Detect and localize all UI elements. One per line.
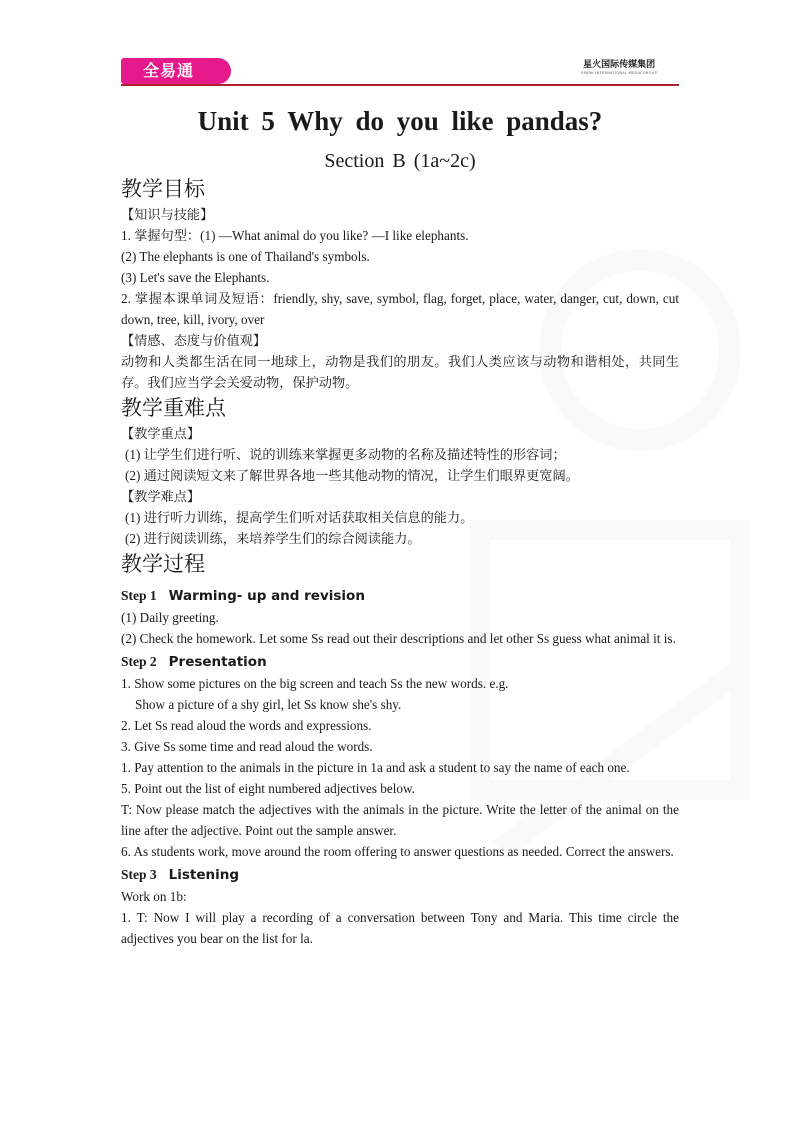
step-name: Listening xyxy=(168,867,240,883)
emotion-text: 动物和人类都生活在同一地球上，动物是我们的朋友。我们人类应该与动物和谐相处，共同生存。我们应当学会关爱动物，保护动物。 xyxy=(121,354,679,390)
section-heading-objectives: 教学目标 xyxy=(121,177,205,201)
logo-text: 全易通 xyxy=(143,61,195,80)
doc-subtitle: Section B (1a~2c) xyxy=(324,150,476,172)
page-header xyxy=(121,56,679,88)
difficulty-item: (1) 进行听力训练，提高学生们听对话获取相关信息的能力。 xyxy=(125,510,474,525)
step-line: Show a picture of a shy girl, let Ss know she's shy. xyxy=(135,697,402,712)
section-heading-key-points: 教学重难点 xyxy=(121,396,226,420)
focus-item: (2) 通过阅读短文来了解世界各地一些其他动物的情况，让学生们眼界更宽阔。 xyxy=(125,468,579,483)
step-3-heading xyxy=(121,864,679,886)
step-line: 1. Pay attention to the animals in the picture in 1a and ask a student to say the name of each one. xyxy=(121,760,630,775)
step-line: 3. Give Ss some time and read aloud the words. xyxy=(121,739,373,754)
knowledge-label: 【知识与技能】 xyxy=(121,207,214,222)
objective-line: 1. 掌握句型：(1) —What animal do you like? —I like elephants. xyxy=(121,228,469,243)
step-label: Step 3 xyxy=(121,867,157,882)
publisher-name-cn: 星火国际传媒集团 xyxy=(583,60,656,70)
step-line: 6. As students work, move around the room offering to answer questions as needed. Correct the answers. xyxy=(121,844,674,859)
difficulty-label: 【教学难点】 xyxy=(121,489,201,504)
step-line: 1. Show some pictures on the big screen and teach Ss the new words. e.g. xyxy=(121,676,509,691)
header-divider xyxy=(121,84,679,86)
step-line: (2) Check the homework. Let some Ss read out their descriptions and let other Ss guess what animal it is. xyxy=(121,631,676,646)
objective-line: 2. 掌握本课单词及短语：friendly, shy, save, symbol, flag, forget, place, water, danger, cut, down, cut down, tree, kill, ivory, over xyxy=(121,291,679,327)
step-1-heading xyxy=(121,585,679,607)
step-line: 5. Point out the list of eight numbered adjectives below. xyxy=(121,781,415,796)
step-line: T: Now please match the adjectives with the animals in the picture. Write the letter of the animal on the line after the adjective. Point out the sample answer. xyxy=(121,802,679,838)
focus-label: 【教学重点】 xyxy=(121,426,201,441)
doc-title: Unit 5 Why do you like pandas? xyxy=(197,106,603,136)
step-name: Warming- up and revision xyxy=(168,588,365,604)
step-name: Presentation xyxy=(168,654,267,670)
step-label: Step 1 xyxy=(121,588,157,603)
step-line: (1) Daily greeting. xyxy=(121,610,219,625)
emotion-label: 【情感、态度与价值观】 xyxy=(121,333,267,348)
objective-line: (2) The elephants is one of Thailand's symbols. xyxy=(121,249,370,264)
publisher-brand xyxy=(581,60,657,76)
objective-line: (3) Let's save the Elephants. xyxy=(121,270,270,285)
document-body xyxy=(121,100,679,949)
focus-item: (1) 让学生们进行听、说的训练来掌握更多动物的名称及描述特性的形容词； xyxy=(125,447,566,462)
step-2-heading xyxy=(121,651,679,673)
step-label: Step 2 xyxy=(121,654,157,669)
difficulty-item: (2) 进行阅读训练，来培养学生们的综合阅读能力。 xyxy=(125,531,421,546)
brand-logo xyxy=(121,58,231,84)
step-line: 1. T: Now I will play a recording of a conversation between Tony and Maria. This time circle the adjectives you bear on the list for la. xyxy=(121,910,679,946)
publisher-name-en: SPARK INTERNATIONAL MEDIA GROUP xyxy=(581,71,657,75)
step-line: Work on 1b: xyxy=(121,889,187,904)
step-line: 2. Let Ss read aloud the words and expressions. xyxy=(121,718,372,733)
section-heading-process: 教学过程 xyxy=(121,552,205,576)
